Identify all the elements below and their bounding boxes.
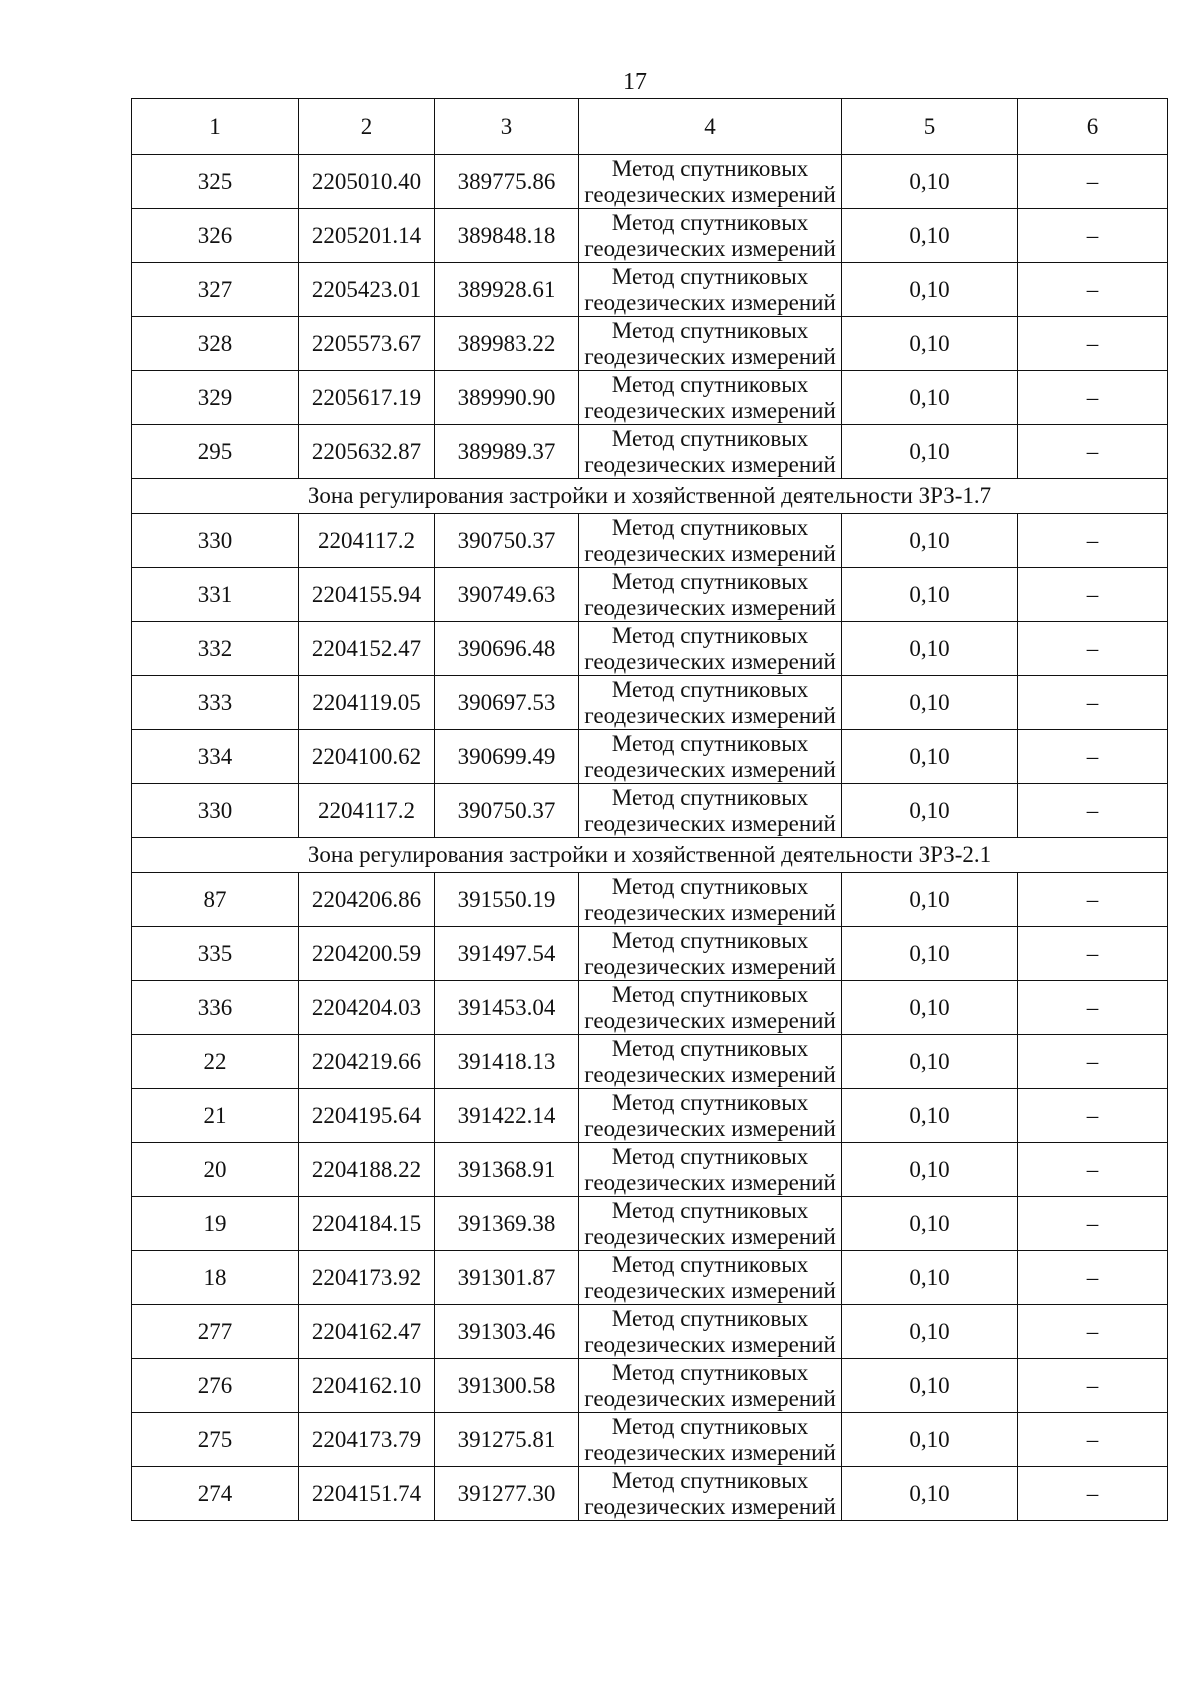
point-number-cell: 22 [132, 1035, 299, 1089]
accuracy-cell: 0,10 [842, 371, 1018, 425]
table-row [132, 371, 1168, 425]
table-row [132, 676, 1168, 730]
method-line-1: Метод спутниковых [611, 568, 809, 594]
method-cell [579, 1251, 842, 1305]
note-cell: – [1018, 371, 1168, 425]
point-number-cell: 331 [132, 568, 299, 622]
method-cell [579, 317, 842, 371]
note-cell: – [1018, 209, 1168, 263]
table-row [132, 927, 1168, 981]
method-line-2: геодезических измерений [584, 1385, 836, 1411]
method-line-1: Метод спутниковых [611, 1197, 809, 1223]
method-line-2: геодезических измерений [584, 235, 836, 261]
accuracy-cell: 0,10 [842, 1359, 1018, 1413]
method-line-1: Метод спутниковых [611, 371, 809, 397]
point-number-cell: 20 [132, 1143, 299, 1197]
method-line-1: Метод спутниковых [611, 730, 809, 756]
header-cell-4: 4 [579, 99, 842, 155]
y-coordinate-cell: 391497.54 [435, 927, 579, 981]
accuracy-cell: 0,10 [842, 1413, 1018, 1467]
note-cell: – [1018, 317, 1168, 371]
method-line-1: Метод спутниковых [611, 927, 809, 953]
accuracy-cell: 0,10 [842, 1251, 1018, 1305]
note-cell: – [1018, 873, 1168, 927]
method-line-2: геодезических измерений [584, 899, 836, 925]
point-number-cell: 333 [132, 676, 299, 730]
point-number-cell: 274 [132, 1467, 299, 1521]
y-coordinate-cell: 389928.61 [435, 263, 579, 317]
note-cell: – [1018, 1143, 1168, 1197]
method-line-1: Метод спутниковых [611, 1251, 809, 1277]
accuracy-cell: 0,10 [842, 425, 1018, 479]
point-number-cell: 295 [132, 425, 299, 479]
method-line-1: Метод спутниковых [611, 155, 809, 181]
method-cell [579, 263, 842, 317]
method-line-1: Метод спутниковых [611, 1035, 809, 1061]
point-number-cell: 334 [132, 730, 299, 784]
method-cell [579, 514, 842, 568]
accuracy-cell: 0,10 [842, 730, 1018, 784]
y-coordinate-cell: 389775.86 [435, 155, 579, 209]
method-cell [579, 425, 842, 479]
method-line-2: геодезических измерений [584, 1439, 836, 1465]
x-coordinate-cell: 2204100.62 [299, 730, 435, 784]
point-number-cell: 330 [132, 784, 299, 838]
table-row [132, 1251, 1168, 1305]
y-coordinate-cell: 391301.87 [435, 1251, 579, 1305]
accuracy-cell: 0,10 [842, 1035, 1018, 1089]
method-cell [579, 1197, 842, 1251]
header-cell-5: 5 [842, 99, 1018, 155]
method-cell [579, 568, 842, 622]
method-cell [579, 784, 842, 838]
method-line-2: геодезических измерений [584, 1115, 836, 1141]
table-row [132, 1413, 1168, 1467]
y-coordinate-cell: 390696.48 [435, 622, 579, 676]
accuracy-cell: 0,10 [842, 622, 1018, 676]
point-number-cell: 329 [132, 371, 299, 425]
point-number-cell: 336 [132, 981, 299, 1035]
page-number: 17 [623, 69, 647, 95]
method-line-1: Метод спутниковых [611, 1143, 809, 1169]
method-cell [579, 873, 842, 927]
x-coordinate-cell: 2205423.01 [299, 263, 435, 317]
method-cell [579, 676, 842, 730]
table-row [132, 1035, 1168, 1089]
y-coordinate-cell: 390697.53 [435, 676, 579, 730]
x-coordinate-cell: 2205573.67 [299, 317, 435, 371]
header-row [132, 99, 1168, 155]
point-number-cell: 277 [132, 1305, 299, 1359]
x-coordinate-cell: 2204219.66 [299, 1035, 435, 1089]
accuracy-cell: 0,10 [842, 1197, 1018, 1251]
method-line-2: геодезических измерений [584, 451, 836, 477]
point-number-cell: 87 [132, 873, 299, 927]
y-coordinate-cell: 390750.37 [435, 784, 579, 838]
note-cell: – [1018, 514, 1168, 568]
note-cell: – [1018, 1305, 1168, 1359]
y-coordinate-cell: 389990.90 [435, 371, 579, 425]
y-coordinate-cell: 390750.37 [435, 514, 579, 568]
method-line-2: геодезических измерений [584, 1331, 836, 1357]
method-line-2: геодезических измерений [584, 702, 836, 728]
point-number-cell: 275 [132, 1413, 299, 1467]
point-number-cell: 332 [132, 622, 299, 676]
method-cell [579, 1413, 842, 1467]
note-cell: – [1018, 425, 1168, 479]
y-coordinate-cell: 391277.30 [435, 1467, 579, 1521]
header-cell-1: 1 [132, 99, 299, 155]
method-cell [579, 209, 842, 263]
method-cell [579, 1467, 842, 1521]
method-line-1: Метод спутниковых [611, 263, 809, 289]
method-cell [579, 927, 842, 981]
x-coordinate-cell: 2204206.86 [299, 873, 435, 927]
method-line-2: геодезических измерений [584, 953, 836, 979]
x-coordinate-cell: 2204162.47 [299, 1305, 435, 1359]
accuracy-cell: 0,10 [842, 1143, 1018, 1197]
note-cell: – [1018, 1251, 1168, 1305]
y-coordinate-cell: 391422.14 [435, 1089, 579, 1143]
method-line-2: геодезических измерений [584, 594, 836, 620]
y-coordinate-cell: 389983.22 [435, 317, 579, 371]
method-cell [579, 730, 842, 784]
method-line-2: геодезических измерений [584, 1061, 836, 1087]
header-cell-2: 2 [299, 99, 435, 155]
method-line-1: Метод спутниковых [611, 622, 809, 648]
note-cell: – [1018, 730, 1168, 784]
accuracy-cell: 0,10 [842, 927, 1018, 981]
y-coordinate-cell: 391369.38 [435, 1197, 579, 1251]
accuracy-cell: 0,10 [842, 1305, 1018, 1359]
note-cell: – [1018, 927, 1168, 981]
accuracy-cell: 0,10 [842, 263, 1018, 317]
accuracy-cell: 0,10 [842, 1467, 1018, 1521]
table-row [132, 1467, 1168, 1521]
method-line-2: геодезических измерений [584, 181, 836, 207]
accuracy-cell: 0,10 [842, 1089, 1018, 1143]
method-cell [579, 1143, 842, 1197]
method-cell [579, 371, 842, 425]
note-cell: – [1018, 676, 1168, 730]
y-coordinate-cell: 390699.49 [435, 730, 579, 784]
point-number-cell: 326 [132, 209, 299, 263]
method-line-1: Метод спутниковых [611, 1305, 809, 1331]
x-coordinate-cell: 2205010.40 [299, 155, 435, 209]
x-coordinate-cell: 2204188.22 [299, 1143, 435, 1197]
method-cell [579, 622, 842, 676]
method-line-1: Метод спутниковых [611, 209, 809, 235]
section-title-row [132, 838, 1168, 873]
method-line-1: Метод спутниковых [611, 425, 809, 451]
method-cell [579, 1305, 842, 1359]
point-number-cell: 327 [132, 263, 299, 317]
x-coordinate-cell: 2204117.2 [299, 514, 435, 568]
method-cell [579, 981, 842, 1035]
x-coordinate-cell: 2204151.74 [299, 1467, 435, 1521]
x-coordinate-cell: 2204117.2 [299, 784, 435, 838]
method-line-1: Метод спутниковых [611, 1467, 809, 1493]
x-coordinate-cell: 2204119.05 [299, 676, 435, 730]
method-line-2: геодезических измерений [584, 810, 836, 836]
header-cell-6: 6 [1018, 99, 1168, 155]
y-coordinate-cell: 390749.63 [435, 568, 579, 622]
header-cell-3: 3 [435, 99, 579, 155]
method-line-2: геодезических измерений [584, 1169, 836, 1195]
note-cell: – [1018, 568, 1168, 622]
method-line-1: Метод спутниковых [611, 1089, 809, 1115]
method-line-2: геодезических измерений [584, 540, 836, 566]
method-cell [579, 1089, 842, 1143]
accuracy-cell: 0,10 [842, 981, 1018, 1035]
point-number-cell: 18 [132, 1251, 299, 1305]
method-line-1: Метод спутниковых [611, 676, 809, 702]
note-cell: – [1018, 1467, 1168, 1521]
y-coordinate-cell: 391303.46 [435, 1305, 579, 1359]
coordinates-table [131, 98, 1168, 1521]
accuracy-cell: 0,10 [842, 568, 1018, 622]
table-row [132, 730, 1168, 784]
point-number-cell: 325 [132, 155, 299, 209]
point-number-cell: 276 [132, 1359, 299, 1413]
accuracy-cell: 0,10 [842, 676, 1018, 730]
section-title: Зона регулирования застройки и хозяйственной деятельности ЗРЗ-1.7 [132, 479, 1168, 514]
accuracy-cell: 0,10 [842, 317, 1018, 371]
y-coordinate-cell: 391368.91 [435, 1143, 579, 1197]
method-cell [579, 155, 842, 209]
note-cell: – [1018, 1197, 1168, 1251]
accuracy-cell: 0,10 [842, 873, 1018, 927]
x-coordinate-cell: 2204195.64 [299, 1089, 435, 1143]
accuracy-cell: 0,10 [842, 514, 1018, 568]
table-row [132, 873, 1168, 927]
method-line-1: Метод спутниковых [611, 873, 809, 899]
point-number-cell: 21 [132, 1089, 299, 1143]
point-number-cell: 328 [132, 317, 299, 371]
table-row [132, 514, 1168, 568]
note-cell: – [1018, 622, 1168, 676]
y-coordinate-cell: 391453.04 [435, 981, 579, 1035]
table-row [132, 425, 1168, 479]
x-coordinate-cell: 2204162.10 [299, 1359, 435, 1413]
point-number-cell: 335 [132, 927, 299, 981]
table-row [132, 209, 1168, 263]
note-cell: – [1018, 1359, 1168, 1413]
accuracy-cell: 0,10 [842, 155, 1018, 209]
x-coordinate-cell: 2204173.92 [299, 1251, 435, 1305]
y-coordinate-cell: 389989.37 [435, 425, 579, 479]
table-row [132, 1359, 1168, 1413]
table-row [132, 784, 1168, 838]
note-cell: – [1018, 155, 1168, 209]
x-coordinate-cell: 2204204.03 [299, 981, 435, 1035]
table-row [132, 981, 1168, 1035]
y-coordinate-cell: 391275.81 [435, 1413, 579, 1467]
x-coordinate-cell: 2204155.94 [299, 568, 435, 622]
method-line-2: геодезических измерений [584, 343, 836, 369]
y-coordinate-cell: 391300.58 [435, 1359, 579, 1413]
accuracy-cell: 0,10 [842, 209, 1018, 263]
y-coordinate-cell: 391418.13 [435, 1035, 579, 1089]
method-line-1: Метод спутниковых [611, 981, 809, 1007]
x-coordinate-cell: 2205617.19 [299, 371, 435, 425]
method-line-2: геодезических измерений [584, 648, 836, 674]
y-coordinate-cell: 389848.18 [435, 209, 579, 263]
method-cell [579, 1359, 842, 1413]
method-line-1: Метод спутниковых [611, 317, 809, 343]
method-line-2: геодезических измерений [584, 1277, 836, 1303]
section-title: Зона регулирования застройки и хозяйственной деятельности ЗРЗ-2.1 [132, 838, 1168, 873]
note-cell: – [1018, 263, 1168, 317]
point-number-cell: 330 [132, 514, 299, 568]
x-coordinate-cell: 2204152.47 [299, 622, 435, 676]
table-row [132, 622, 1168, 676]
method-line-2: геодезических измерений [584, 1493, 836, 1519]
method-line-1: Метод спутниковых [611, 1413, 809, 1439]
section-title-row [132, 479, 1168, 514]
table-row [132, 317, 1168, 371]
table-row [132, 263, 1168, 317]
table-row [132, 1143, 1168, 1197]
table-row [132, 1089, 1168, 1143]
point-number-cell: 19 [132, 1197, 299, 1251]
method-line-2: геодезических измерений [584, 1223, 836, 1249]
table-row [132, 155, 1168, 209]
method-line-1: Метод спутниковых [611, 784, 809, 810]
accuracy-cell: 0,10 [842, 784, 1018, 838]
y-coordinate-cell: 391550.19 [435, 873, 579, 927]
method-line-2: геодезических измерений [584, 289, 836, 315]
x-coordinate-cell: 2204200.59 [299, 927, 435, 981]
method-line-2: геодезических измерений [584, 1007, 836, 1033]
method-line-1: Метод спутниковых [611, 514, 809, 540]
x-coordinate-cell: 2204173.79 [299, 1413, 435, 1467]
note-cell: – [1018, 1035, 1168, 1089]
x-coordinate-cell: 2205201.14 [299, 209, 435, 263]
note-cell: – [1018, 1413, 1168, 1467]
note-cell: – [1018, 981, 1168, 1035]
method-line-2: геодезических измерений [584, 397, 836, 423]
x-coordinate-cell: 2205632.87 [299, 425, 435, 479]
table-row [132, 1305, 1168, 1359]
note-cell: – [1018, 1089, 1168, 1143]
table-body [132, 99, 1168, 1521]
table-row [132, 568, 1168, 622]
method-cell [579, 1035, 842, 1089]
note-cell: – [1018, 784, 1168, 838]
method-line-1: Метод спутниковых [611, 1359, 809, 1385]
method-line-2: геодезических измерений [584, 756, 836, 782]
x-coordinate-cell: 2204184.15 [299, 1197, 435, 1251]
table-row [132, 1197, 1168, 1251]
